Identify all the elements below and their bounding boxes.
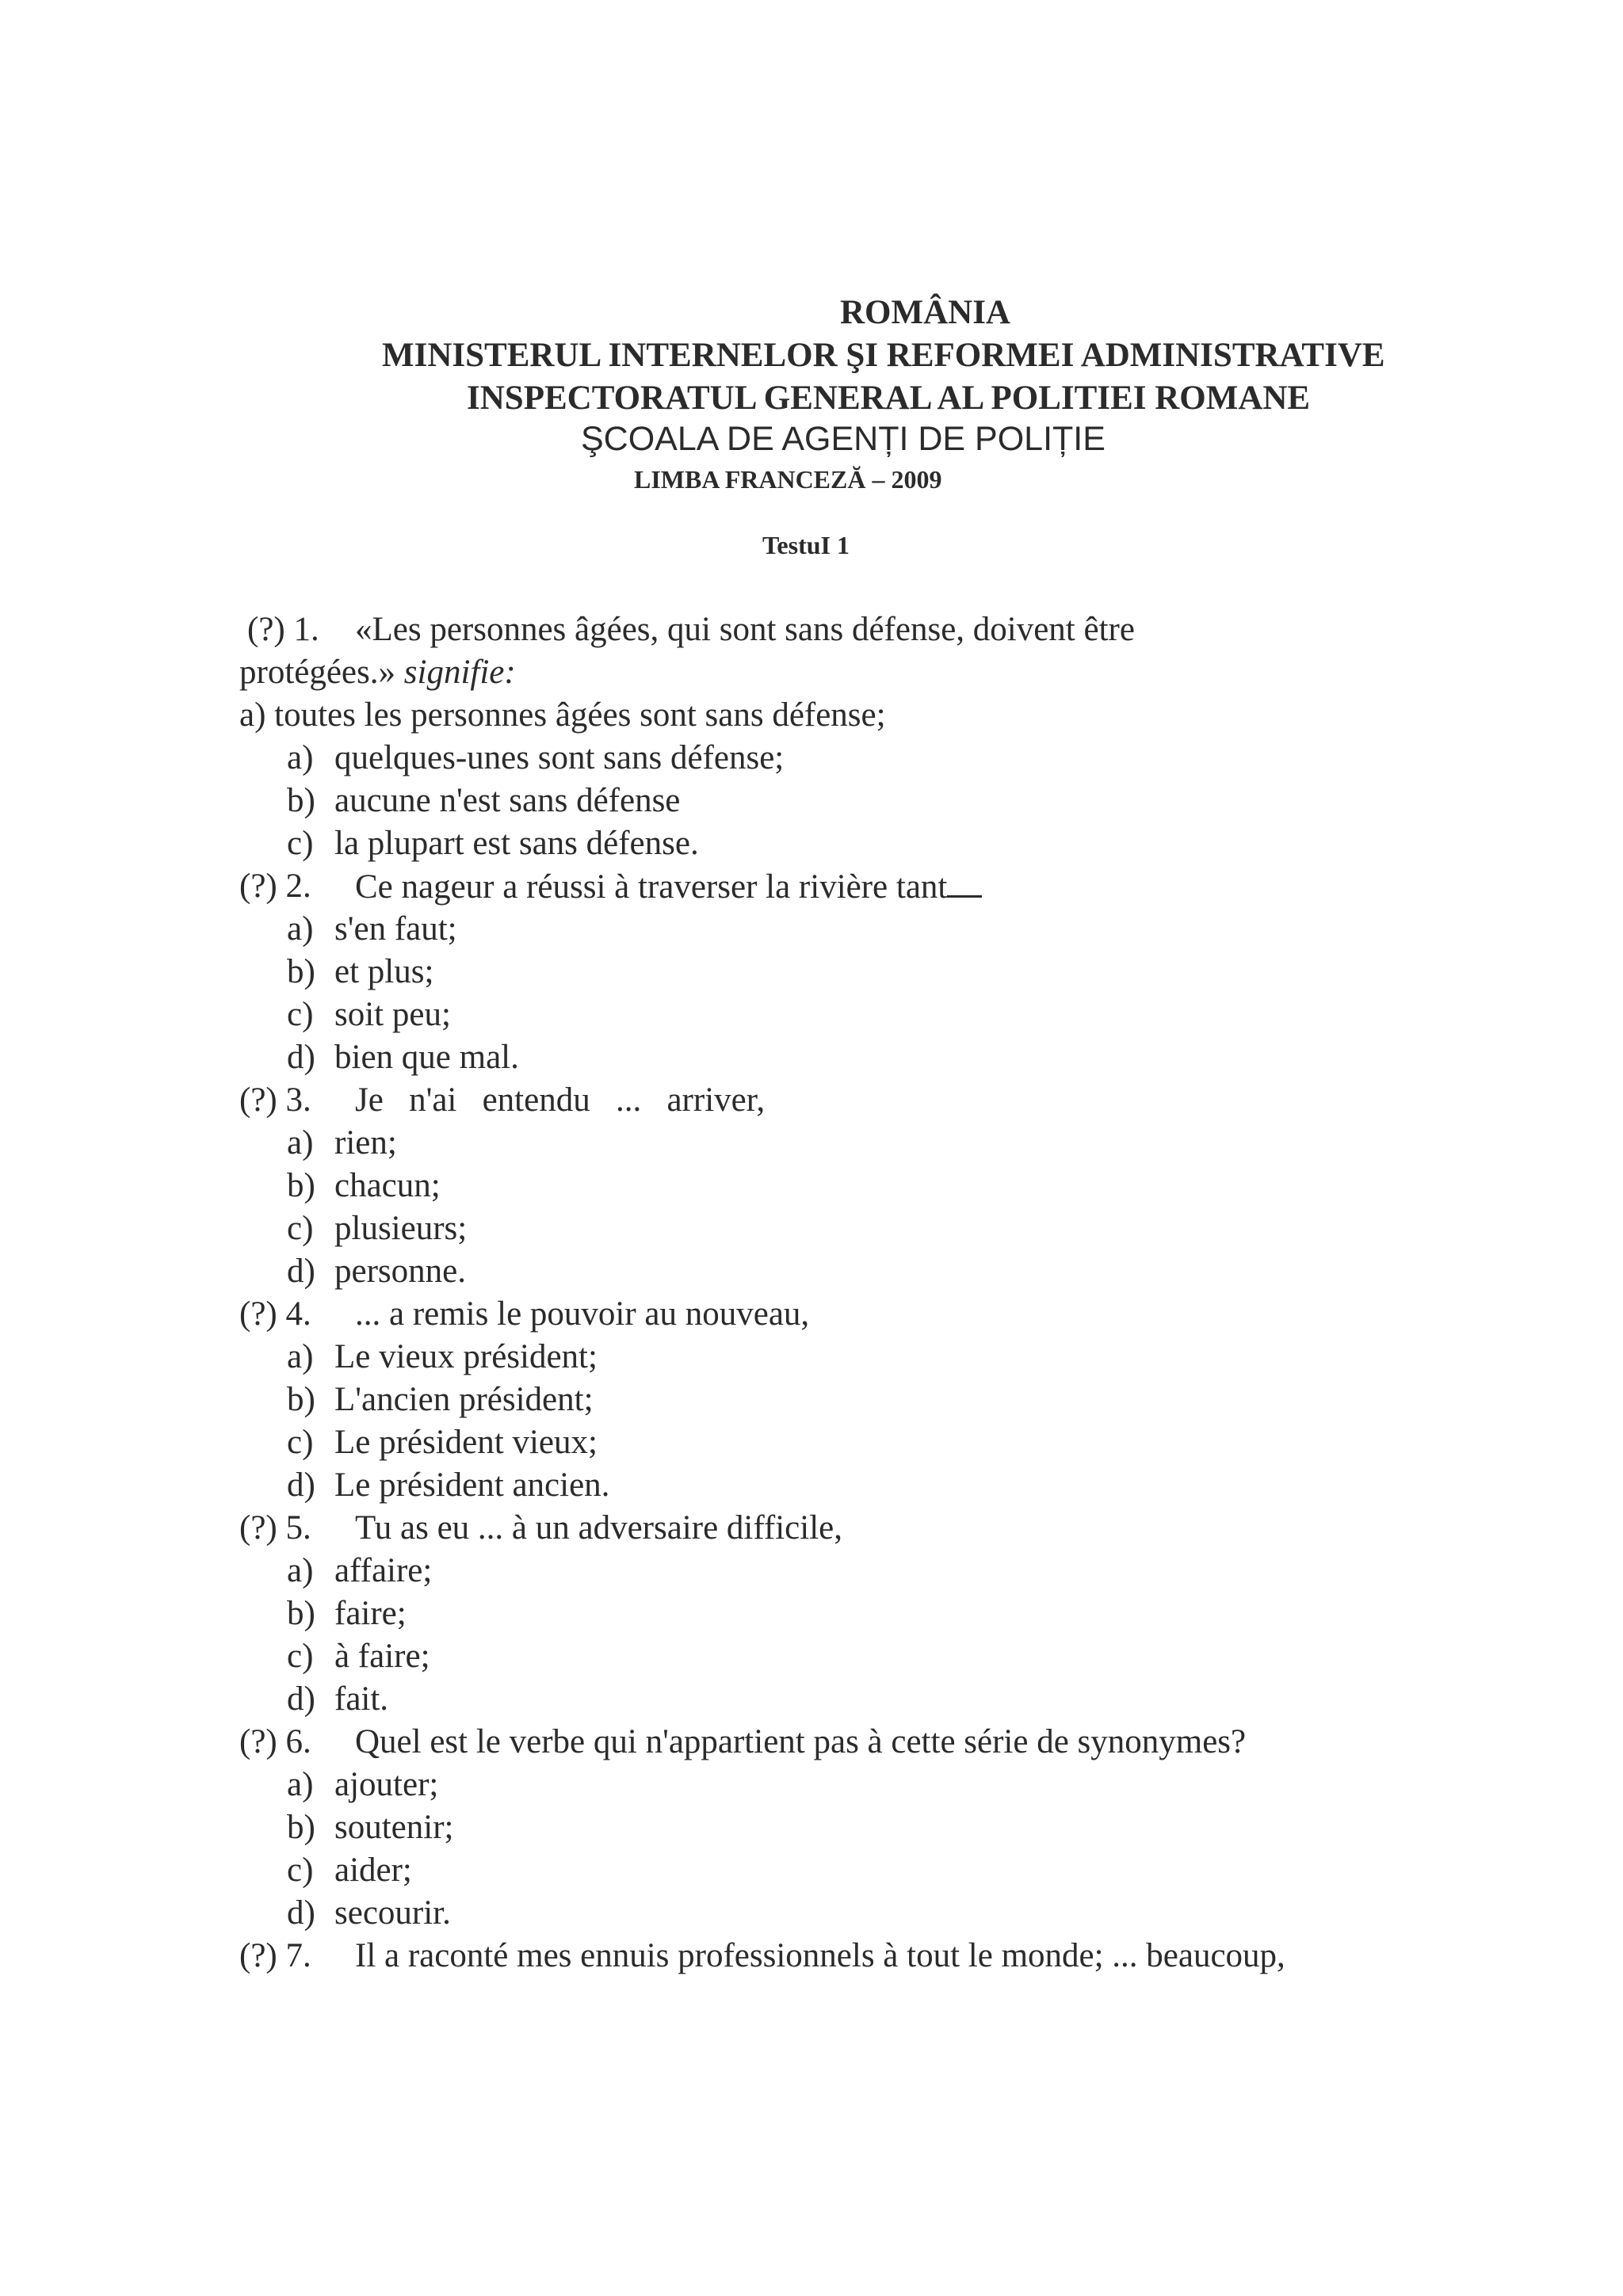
option-letter: c) — [287, 996, 314, 1033]
option-text: chacun; — [334, 1167, 441, 1204]
option-row — [0, 1464, 1623, 1507]
option-row — [0, 1421, 1623, 1464]
option-letter: d) — [287, 1253, 315, 1290]
option-text: et plus; — [334, 953, 434, 990]
question-3 — [0, 1079, 1623, 1122]
continuation-text: protégées.» — [239, 654, 396, 691]
question-text: Je n'ai entendu ... arriver, — [355, 1081, 766, 1119]
question-text: Ce nageur a réussi à traverser la rivière tant — [355, 868, 948, 906]
ministry-heading: MINISTERUL INTERNELOR ŞI REFORMEI ADMINISTRATIVE — [382, 337, 1385, 374]
option-row — [0, 1764, 1623, 1806]
option-text: quelques-unes sont sans défense; — [334, 739, 785, 776]
option-row — [0, 1678, 1623, 1721]
answer-blank — [947, 865, 982, 898]
option-row — [0, 908, 1623, 951]
question-6 — [0, 1721, 1623, 1764]
option-row — [0, 1250, 1623, 1293]
question-4 — [0, 1293, 1623, 1336]
option-row — [0, 1849, 1623, 1892]
option-letter: a) — [287, 1124, 314, 1161]
option-letter: c) — [287, 825, 314, 862]
continuation-italic: signifie: — [403, 654, 516, 691]
option-letter: a) — [287, 910, 314, 948]
option-row — [0, 1122, 1623, 1165]
option-letter: b) — [287, 1167, 315, 1204]
option-text: plusieurs; — [334, 1210, 468, 1247]
option-letter: b) — [287, 1381, 315, 1418]
option-text: rien; — [334, 1124, 397, 1161]
option-text: faire; — [334, 1595, 407, 1632]
option-text: fait. — [334, 1680, 389, 1718]
option-row — [0, 1550, 1623, 1592]
question-7 — [0, 1935, 1623, 1978]
option-letter: d) — [287, 1039, 315, 1076]
option-row — [0, 1892, 1623, 1935]
option-letter: b) — [287, 1595, 315, 1632]
option-letter: c) — [287, 1638, 314, 1675]
option-row — [0, 1592, 1623, 1635]
option-text: soutenir; — [334, 1809, 454, 1846]
question-number: (?) 4. — [239, 1295, 311, 1333]
option-text: ajouter; — [334, 1766, 439, 1803]
option-letter: a) — [287, 1338, 314, 1375]
question-text: ... a remis le pouvoir au nouveau, — [355, 1295, 810, 1333]
option-row — [0, 780, 1623, 822]
question-list — [0, 608, 1623, 1978]
lead-option-text: a) toutes les personnes âgées sont sans défense; — [239, 696, 886, 734]
option-letter: b) — [287, 1809, 315, 1846]
option-row — [0, 1806, 1623, 1849]
question-continuation — [239, 651, 516, 694]
option-letter: b) — [287, 782, 315, 819]
option-letter: c) — [287, 1210, 314, 1247]
option-row — [0, 1635, 1623, 1678]
question-5 — [0, 1507, 1623, 1550]
option-text: Le président vieux; — [334, 1424, 598, 1461]
option-text: s'en faut; — [334, 910, 457, 948]
question-text: Quel est le verbe qui n'appartient pas à cette série de synonymes? — [355, 1723, 1247, 1760]
option-text: aider; — [334, 1852, 412, 1889]
question-number: (?) 1. — [247, 611, 319, 648]
option-row — [0, 822, 1623, 865]
test-title: TestuI 1 — [762, 531, 850, 559]
question-number: (?) 5. — [239, 1509, 311, 1547]
option-text: la plupart est sans défense. — [334, 825, 699, 862]
question-text: Il a raconté mes ennuis professionnels à tout le monde; ... beaucoup, — [355, 1937, 1285, 1974]
question-1-continuation — [0, 651, 1623, 694]
option-letter: a) — [287, 1766, 314, 1803]
option-row — [0, 994, 1623, 1036]
question-text: «Les personnes âgées, qui sont sans défense, doivent être — [355, 611, 1135, 648]
option-letter: d) — [287, 1680, 315, 1718]
option-text: à faire; — [334, 1638, 430, 1675]
option-row — [0, 1165, 1623, 1207]
option-row — [0, 1036, 1623, 1079]
option-row — [0, 951, 1623, 994]
option-text: L'ancien président; — [334, 1381, 594, 1418]
question-number: (?) 7. — [239, 1937, 311, 1974]
option-row — [0, 1336, 1623, 1379]
option-letter: c) — [287, 1852, 314, 1889]
inspectorate-heading: INSPECTORATUL GENERAL AL POLITIEI ROMANE — [467, 379, 1311, 417]
question-text: Tu as eu ... à un adversaire difficile, — [355, 1509, 842, 1547]
option-text: Le vieux président; — [334, 1338, 598, 1375]
country-heading: ROMÂNIA — [840, 294, 1010, 331]
school-heading: ŞCOALA DE AGENȚI DE POLIȚIE — [581, 420, 1106, 458]
option-text: Le président ancien. — [334, 1466, 610, 1504]
question-text-wrap — [355, 865, 982, 909]
question-1-lead-option — [0, 694, 1623, 737]
option-text: aucune n'est sans défense — [334, 782, 681, 819]
option-letter: a) — [287, 1552, 314, 1589]
option-text: bien que mal. — [334, 1039, 519, 1076]
option-row — [0, 1379, 1623, 1421]
question-number: (?) 2. — [239, 868, 311, 905]
option-text: affaire; — [334, 1552, 433, 1589]
question-number: (?) 3. — [239, 1081, 311, 1119]
option-letter: b) — [287, 953, 315, 990]
option-text: secourir. — [334, 1894, 451, 1932]
option-row — [0, 1207, 1623, 1250]
question-1 — [0, 608, 1623, 651]
option-text: personne. — [334, 1253, 466, 1290]
option-row — [0, 737, 1623, 780]
option-letter: d) — [287, 1894, 315, 1932]
option-text: soit peu; — [334, 996, 451, 1033]
option-letter: d) — [287, 1466, 315, 1504]
subject-heading: LIMBA FRANCEZĂ – 2009 — [634, 465, 942, 494]
option-letter: c) — [287, 1424, 314, 1461]
option-letter: a) — [287, 739, 314, 776]
question-number: (?) 6. — [239, 1723, 311, 1760]
question-2 — [0, 865, 1623, 908]
